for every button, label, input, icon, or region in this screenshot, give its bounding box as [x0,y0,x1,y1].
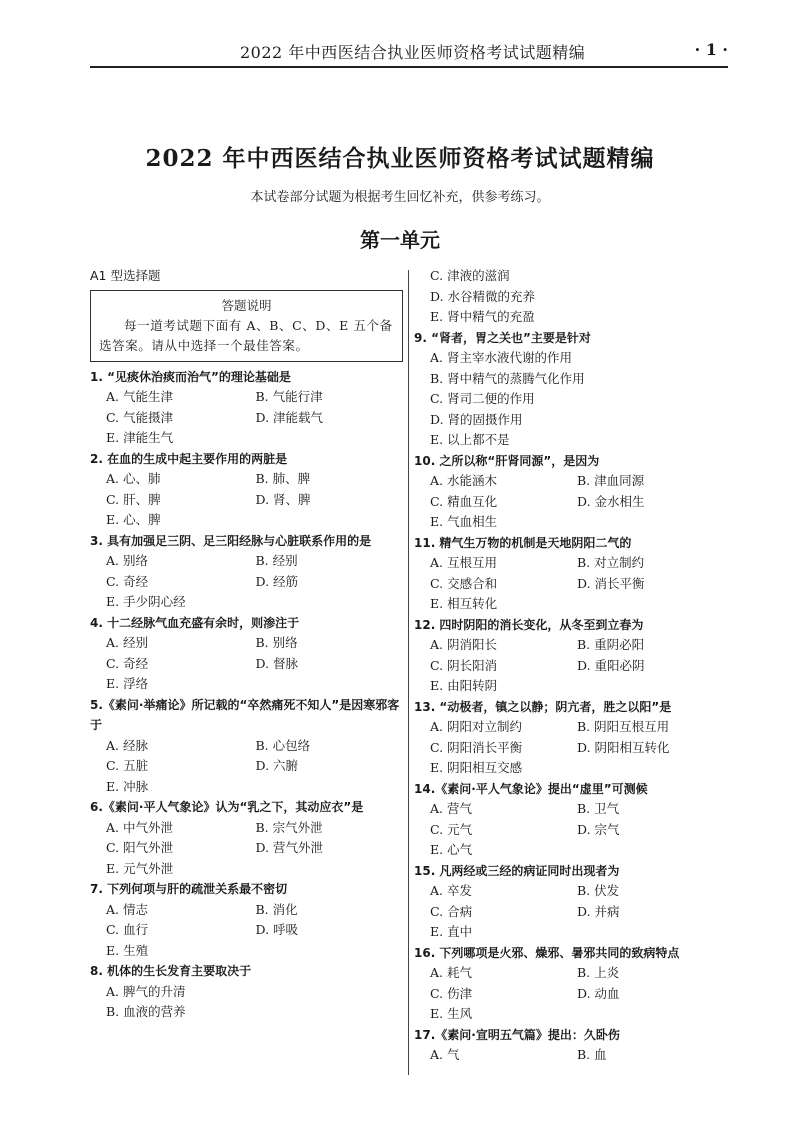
answer-option: D. 呼吸 [255,922,299,937]
answer-option: B. 消化 [255,901,298,917]
answer-option: E. 心、脾 [106,512,161,527]
answer-option: E. 冲脉 [106,778,149,794]
instructions-title: 答题说明 [221,297,272,313]
answer-option: B. 气能行津 [255,389,323,404]
question-item [90,695,405,798]
answer-option: C. 肝、脾 [106,491,161,507]
answer-option: A. 阴阳对立制约 [430,719,522,734]
answer-option: B. 心包络 [255,737,311,753]
option-group [90,900,405,962]
answer-option: A. 肾主宰水液代谢的作用 [430,350,572,365]
answer-option: D. 阴阳相互转化 [577,739,670,755]
answer-option: C. 元气 [430,821,473,837]
question-stem: 10. 之所以称“肝肾同源”，是因为 [414,453,600,468]
answer-option: E. 手少阴心经 [106,594,186,609]
question-stem: 17.《素问·宣明五气篇》提出：久卧伤 [414,1027,620,1042]
answer-option: A. 卒发 [430,883,472,898]
answer-option: D. 并病 [577,903,620,919]
question-stem: 3. 具有加强足三阴、足三阳经脉与心脏联系作用的是 [90,533,372,548]
answer-option: A. 中气外泄 [106,819,173,835]
option-group [90,736,405,798]
question-item [414,533,724,615]
option-group [90,818,405,880]
left-question-list [90,367,405,1023]
answer-option: E. 生风 [430,1006,473,1021]
question-stem: 8. 机体的生长发育主要取决于 [90,964,252,978]
option-group [414,348,724,451]
page-title: 2022 年中西医结合执业医师资格考试试题精编 [145,145,655,172]
running-header [90,38,728,68]
answer-option: A. 气能生津 [106,389,173,404]
answer-option: B. 别络 [255,635,298,650]
answer-option: D. 动血 [577,985,620,1001]
option-group [414,799,724,861]
answer-option: B. 肾中精气的蒸腾气化作用 [430,370,585,386]
answer-option: C. 交感合和 [430,575,498,591]
answer-option: C. 阴阳消长平衡 [430,739,523,755]
answer-option: E. 津能生气 [106,430,174,445]
question-item [414,697,724,779]
option-group [414,881,724,943]
answer-option: C. 阳气外泄 [106,840,174,855]
question-item [90,531,405,613]
option-group [414,717,724,779]
question-item [414,328,724,451]
answer-option: A. 心、肺 [106,471,161,486]
option-group [90,387,405,449]
option-group [414,553,724,615]
question-item [90,797,405,879]
answer-option: A. 情志 [106,901,148,917]
answer-option: C. 血行 [106,922,149,937]
answer-option: C. 气能摄津 [106,409,174,425]
answer-option: C. 伤津 [430,985,473,1001]
question-stem: 1. “见痰休治痰而治气”的理论基础是 [90,369,291,384]
question-item [90,961,405,1023]
answer-option: A. 别络 [106,553,148,568]
answer-option: E. 以上都不是 [430,432,510,447]
answer-option: B. 卫气 [577,801,620,816]
answer-option: A. 水能涵木 [430,473,497,488]
question-stem: 13. “动极者，镇之以静；阴亢者，胜之以阳”是 [414,699,672,714]
answer-option: D. 六腑 [255,758,299,773]
question-item [414,779,724,861]
answer-option: C. 五脏 [106,758,149,773]
question-item [90,879,405,961]
option-group [414,1045,724,1066]
answer-option: D. 肾的固摄作用 [430,411,523,427]
answer-option: E. 气血相生 [430,514,498,529]
question-stem: 5.《素问·举痛论》所记载的“卒然痛死不知人”是因寒邪客于 [90,697,400,732]
right-column [414,266,724,1066]
answer-option: D. 金水相生 [577,493,645,509]
continued-options [414,266,724,328]
running-title: 2022 年中西医结合执业医师资格考试试题精编 [240,43,586,62]
answer-option: B. 伏发 [577,883,620,898]
answer-option: B. 宗气外泄 [255,819,323,835]
left-column [90,266,405,1023]
answer-option: B. 重阴必阳 [577,637,645,652]
answer-option: D. 宗气 [577,821,620,837]
answer-option: A. 经别 [106,635,148,650]
answer-option: B. 对立制约 [577,555,645,570]
question-stem: 15. 凡两经或三经的病证同时出现者为 [414,863,620,878]
answer-option: A. 阴消阳长 [430,637,497,652]
question-item [414,451,724,533]
answer-option: E. 浮络 [106,676,149,691]
answer-option: D. 肾、脾 [255,491,311,507]
question-stem: 2. 在血的生成中起主要作用的两脏是 [90,451,288,466]
answer-option: B. 血液的营养 [106,1004,186,1019]
answer-option: E. 心气 [430,842,473,857]
unit-title: 第一单元 [360,228,440,252]
right-question-list [414,328,724,1066]
section-label: A1 型选择题 [90,268,161,283]
question-item [90,367,405,449]
question-stem: 12. 四时阴阳的消长变化，从冬至到立春为 [414,617,644,632]
question-item [414,861,724,943]
question-stem: 14.《素问·平人气象论》提出“虚里”可测候 [414,781,648,796]
answer-option: C. 合病 [430,903,473,919]
answer-option: E. 相互转化 [430,596,498,611]
answer-option: B. 上炎 [577,965,620,980]
answer-option: D. 督脉 [255,655,299,671]
answer-option: A. 气 [430,1047,460,1062]
answer-option: A. 营气 [430,801,472,816]
answer-option: D. 营气外泄 [255,840,324,855]
answer-option: B. 津血同源 [577,473,645,488]
answer-option: C. 奇经 [106,655,149,671]
question-stem: 7. 下列何项与肝的疏泄关系最不密切 [90,882,288,896]
answer-option: C. 奇经 [106,573,149,589]
answer-option: B. 肺、脾 [255,471,311,486]
answer-option: A. 经脉 [106,737,148,753]
answer-option: C. 肾司二便的作用 [430,391,535,406]
question-item [414,615,724,697]
instructions-box [90,290,403,362]
answer-option: D. 水谷精微的充养 [430,288,536,304]
answer-option: B. 血 [577,1047,607,1062]
answer-option: B. 阴阳互根互用 [577,719,670,734]
answer-option: B. 经别 [255,553,298,568]
question-stem: 6.《素问·平人气象论》认为“乳之下，其动应衣”是 [90,800,364,814]
option-group [90,633,405,695]
answer-option: E. 直中 [430,924,473,939]
answer-option: D. 经筋 [255,573,299,589]
answer-option: E. 元气外泄 [106,860,174,876]
answer-option: A. 互根互用 [430,555,497,570]
answer-option: C. 津液的滋润 [430,268,510,283]
answer-option: D. 津能载气 [255,409,324,425]
page-number: · 1 · [694,40,728,59]
option-group [90,551,405,613]
answer-option: A. 耗气 [430,965,472,980]
question-stem: 4. 十二经脉气血充盛有余时，则渗注于 [90,615,300,630]
question-stem: 16. 下列哪项是火邪、燥邪、暑邪共同的致病特点 [414,945,680,960]
option-group [414,963,724,1025]
answer-option: E. 由阳转阴 [430,678,498,693]
answer-option: D. 重阳必阴 [577,657,645,673]
option-group [90,469,405,531]
answer-option: E. 阴阳相互交感 [430,760,523,775]
answer-option: D. 消长平衡 [577,575,645,591]
instructions-text: 每一道考试题下面有 A、B、C、D、E 五个备选答案。请从中选择一个最佳答案。 [99,317,393,353]
answer-option: C. 阴长阳消 [430,657,498,673]
question-item [90,449,405,531]
subtitle: 本试卷部分试题为根据考生回忆补充，供参考练习。 [250,190,550,205]
answer-option: E. 生殖 [106,942,149,958]
answer-option: E. 肾中精气的充盈 [430,309,535,324]
option-group [414,635,724,697]
answer-option: A. 脾气的升清 [106,983,186,999]
answer-option: C. 精血互化 [430,493,498,509]
question-item [414,943,724,1025]
option-group [414,471,724,533]
question-stem: 9. “肾者，胃之关也”主要是针对 [414,330,591,345]
question-item [90,613,405,695]
column-divider [408,270,409,1075]
question-item [414,1025,724,1066]
question-stem: 11. 精气生万物的机制是天地阴阳二气的 [414,535,632,550]
option-group [90,982,405,1023]
